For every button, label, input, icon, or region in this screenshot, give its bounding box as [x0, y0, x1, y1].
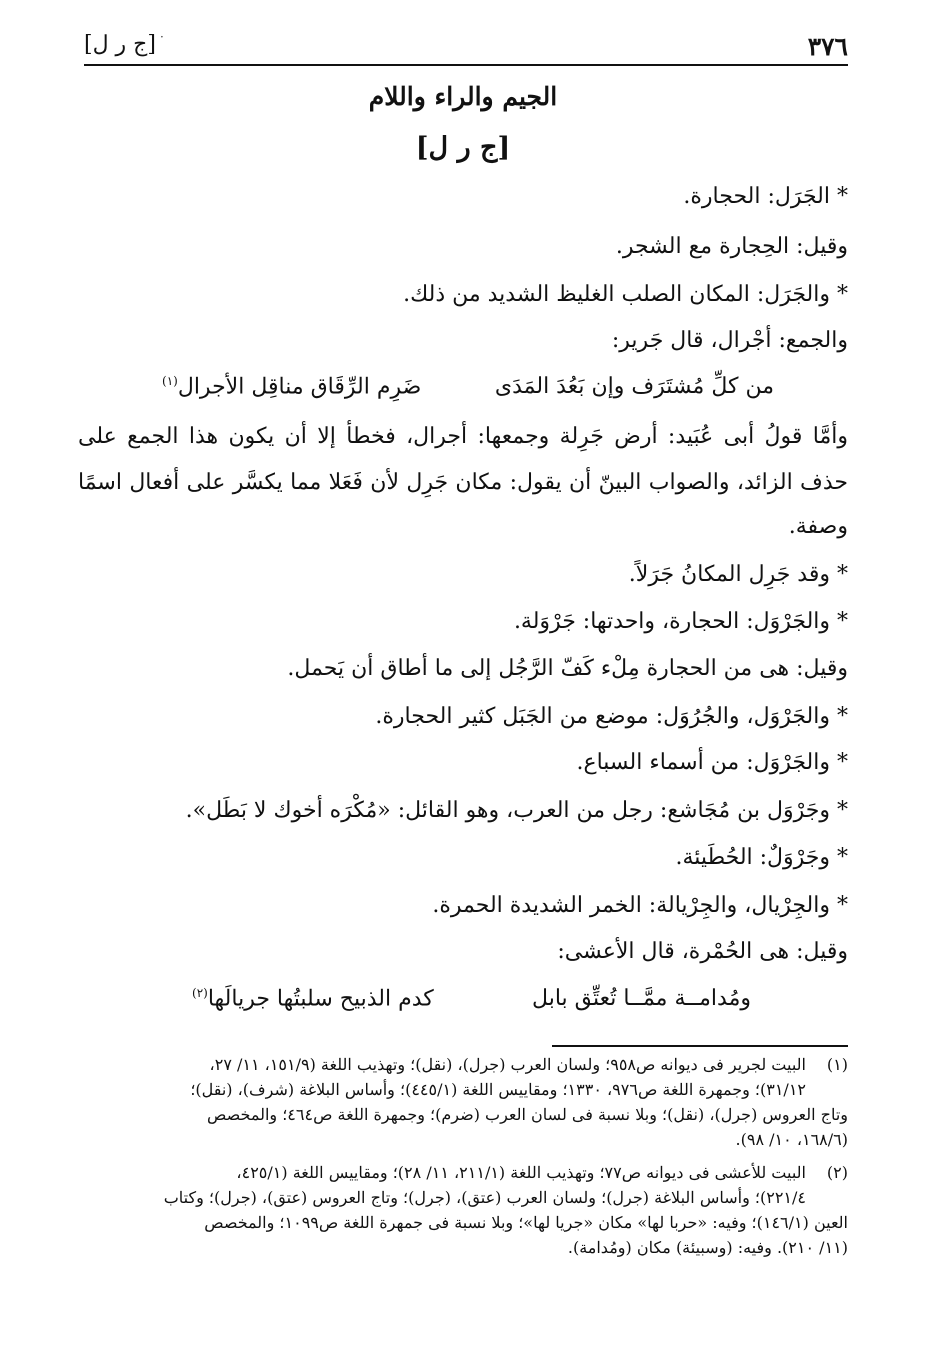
- header-root: [ج ر ل]: [84, 32, 156, 57]
- verse-2-second-text: كدم الذبيح سلبتُها جريالَها: [207, 986, 434, 1012]
- footnote-number-2: (٢): [826, 1163, 848, 1182]
- entry-line: * والجَرْوَل، والجُرُوَل: موضع من الجَبَل كثير الحجارة.: [375, 704, 848, 729]
- entry-line: * والجِرْيال، والجِرْيالة: الخمر الشديدة الحمرة.: [432, 893, 848, 918]
- footnote-line: البيت للأعشى فى ديوانه ص٧٧؛ وتهذيب اللغة (٢١١/١، ١١/ ٢٨)؛ ومقاييس اللغة (٤٢٥/١،: [236, 1163, 806, 1182]
- footnote-line: ٢٢١/٤)؛ وأساس البلاغة (جرل)؛ ولسان العرب (عتق)، (جرل)؛ وتاج العروس (عتق)، (جرل)؛ وكتاب: [163, 1188, 806, 1207]
- entry-line: * وجَرْوَل بن مُجَاشع: رجل من العرب، وهو القائل: «مُكْرَه أخوك لا بَطَل».: [185, 798, 848, 823]
- entry-line: وقيل: هى من الحجارة مِلْء كَفّ الرَّجُل إلى ما أطاق أن يَحمل.: [287, 656, 848, 681]
- entry-line: وقيل: الحِجارة مع الشجر.: [615, 234, 848, 259]
- chapter-title: الجيم والراء واللام: [368, 82, 558, 111]
- header-mark: ·: [160, 30, 164, 44]
- footnote-ref-1: (١): [162, 374, 178, 388]
- verse-2-first-hemistich: ومُدامــة ممَّــا تُعتِّق بابل: [532, 986, 751, 1011]
- root-heading: [ج ر ل]: [415, 132, 511, 163]
- verse-2-second-hemistich: [192, 986, 434, 1011]
- entry-line: * الجَرَل: الحجارة.: [683, 184, 848, 209]
- entry-line: * وقد جَرِل المكانُ جَرَلاً.: [628, 562, 848, 587]
- page-number: ٣٧٦: [807, 32, 848, 61]
- footnote-line: العين (١٤٦/١)؛ وفيه: «حربا لها» مكان «جريا لها»؛ وبلا نسبة فى جمهرة اللغة ص١٠٩٩؛ والمخصص: [204, 1213, 848, 1232]
- footnote-line: وتاج العروس (جرل)، (نقل)؛ وبلا نسبة فى لسان العرب (ضرم)؛ وجمهرة اللغة ص٤٦٤؛ والمخصص: [207, 1105, 848, 1124]
- entry-line: وقيل: هى الحُمْرة، قال الأعشى:: [557, 939, 848, 964]
- footnote-line: البيت لجرير فى ديوانه ص٩٥٨؛ ولسان العرب (جرل)، (نقل)؛ وتهذيب اللغة (١٥١/٩، ١١/ ٢٧،: [209, 1055, 806, 1074]
- entry-line: وأمَّا قولُ أبى عُبَيد: أرض جَرِلة وجمعها: أجرال، فخطأ إلا أن يكون هذا الجمع على: [78, 424, 848, 449]
- running-header: [84, 28, 848, 66]
- footnote-separator: [552, 1045, 848, 1047]
- entry-line: * والجَرْوَل: الحجارة، واحدتها: جَرْوَلة.: [513, 609, 848, 634]
- entry-line: * والجَرْوَل: من أسماء السباع.: [576, 750, 848, 775]
- entry-line: * وجَرْوَلٌ: الحُطَيئة.: [675, 845, 848, 870]
- footnote-line: ٣١/١٢)؛ وجمهرة اللغة ص٩٧٦، ١٣٣٠؛ ومقاييس اللغة (٤٤٥/١)؛ وأساس البلاغة (شرف)، (نقل)؛: [190, 1080, 806, 1099]
- verse-1-first-hemistich: من كلِّ مُشتَرَف وإن بَعُدَ المَدَى: [494, 374, 774, 399]
- entry-line: والجمع: أجْرال، قال جَرير:: [611, 328, 848, 353]
- entry-line: * والجَرَل: المكان الصلب الغليظ الشديد من ذلك.: [403, 282, 848, 307]
- footnote-ref-2: (٢): [192, 986, 208, 1000]
- verse-1-second-hemistich: [162, 374, 421, 399]
- footnote-line: (١١/ ٢١٠). وفيه: (وسبيئة) مكان (ومُدامة).: [567, 1238, 848, 1257]
- entry-line: حذف الزائد، والصواب البينّ أن يقول: مكان جَرِل لأن فَعَلا مما يكسَّر على أفعال اسمًا: [78, 470, 848, 495]
- entry-line: وصفة.: [788, 514, 848, 539]
- footnote-number-1: (١): [826, 1055, 848, 1074]
- footnote-line: (١٦٨/٦، ١٠/ ٩٨).: [735, 1130, 848, 1149]
- verse-1-second-text: ضَرِم الرِّقَاق مناقِل الأجرال: [177, 374, 422, 400]
